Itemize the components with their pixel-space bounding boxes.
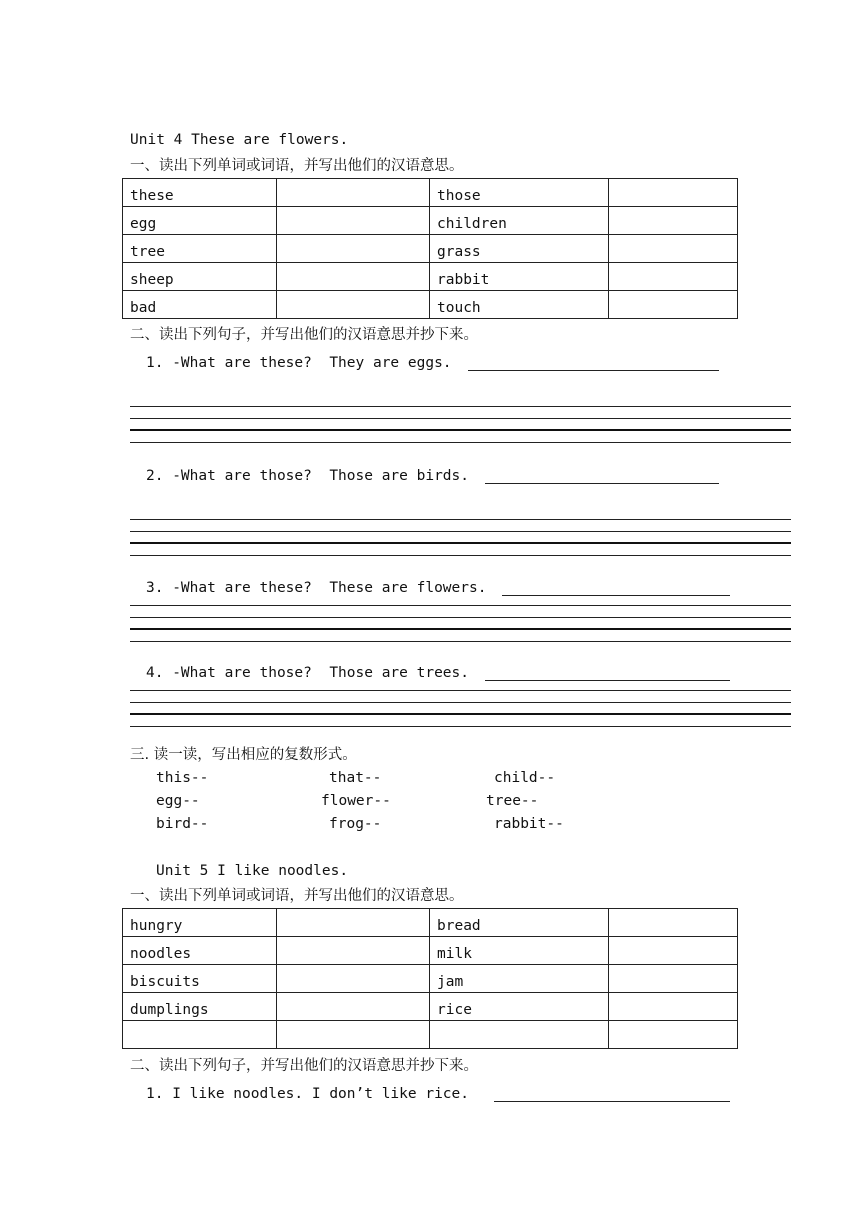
- translation-line[interactable]: [494, 1101, 730, 1102]
- answer-cell[interactable]: [277, 993, 430, 1021]
- unit5-section1-heading: 一、读出下列单词或词语，并写出他们的汉语意思。: [130, 888, 464, 904]
- vocab-word: dumplings: [123, 993, 277, 1021]
- writing-line[interactable]: [130, 617, 791, 618]
- table-row: [123, 291, 738, 319]
- writing-line[interactable]: [130, 605, 791, 606]
- translation-line[interactable]: [485, 483, 719, 484]
- unit5-section2-heading: 二、读出下列句子，并写出他们的汉语意思并抄下来。: [130, 1058, 478, 1074]
- answer-cell[interactable]: [277, 1021, 430, 1049]
- sentence-3: 3. -What are these? These are flowers.: [146, 580, 487, 596]
- vocab-word: milk: [430, 937, 609, 965]
- plural-item: that--: [329, 770, 382, 786]
- plural-item: this--: [156, 770, 209, 786]
- answer-cell[interactable]: [277, 263, 430, 291]
- writing-line[interactable]: [130, 519, 791, 520]
- vocab-word: grass: [430, 235, 609, 263]
- plural-item: flower--: [321, 793, 391, 809]
- vocab-word: bread: [430, 909, 609, 937]
- table-row: [123, 179, 738, 207]
- vocab-word: children: [430, 207, 609, 235]
- answer-cell[interactable]: [609, 909, 738, 937]
- plural-item: egg--: [156, 793, 200, 809]
- writing-line[interactable]: [130, 628, 791, 630]
- vocab-word: those: [430, 179, 609, 207]
- answer-cell[interactable]: [277, 291, 430, 319]
- vocab-word: these: [123, 179, 277, 207]
- table-row: [123, 965, 738, 993]
- table-row: [123, 909, 738, 937]
- vocab-word: rabbit: [430, 263, 609, 291]
- table-row: [123, 207, 738, 235]
- writing-line[interactable]: [130, 442, 791, 443]
- writing-line[interactable]: [130, 406, 791, 407]
- answer-cell[interactable]: [277, 909, 430, 937]
- sentence-2: 2. -What are those? Those are birds.: [146, 468, 470, 484]
- plural-item: bird--: [156, 816, 209, 832]
- writing-line[interactable]: [130, 713, 791, 715]
- table-row: [123, 1021, 738, 1049]
- unit5-title: Unit 5 I like noodles.: [156, 863, 349, 879]
- unit4-section2-heading: 二、读出下列句子，并写出他们的汉语意思并抄下来。: [130, 327, 478, 343]
- answer-cell[interactable]: [609, 207, 738, 235]
- writing-line[interactable]: [130, 641, 791, 642]
- answer-cell[interactable]: [609, 179, 738, 207]
- table-row: [123, 993, 738, 1021]
- sentence-1: 1. I like noodles. I don’t like rice.: [146, 1086, 470, 1102]
- sentence-1: 1. -What are these? They are eggs.: [146, 355, 452, 371]
- vocab-word: touch: [430, 291, 609, 319]
- answer-cell[interactable]: [609, 937, 738, 965]
- plural-item: child--: [494, 770, 556, 786]
- unit4-section3-heading: 三. 读一读，写出相应的复数形式。: [130, 747, 357, 763]
- answer-cell[interactable]: [277, 179, 430, 207]
- answer-cell[interactable]: [609, 263, 738, 291]
- unit4-section1-heading: 一、读出下列单词或词语，并写出他们的汉语意思。: [130, 158, 464, 174]
- unit5-vocab-table: [122, 908, 738, 1049]
- answer-cell[interactable]: [609, 993, 738, 1021]
- translation-line[interactable]: [485, 680, 730, 681]
- vocab-word: jam: [430, 965, 609, 993]
- vocab-word: rice: [430, 993, 609, 1021]
- writing-line[interactable]: [130, 531, 791, 532]
- unit4-title: Unit 4 These are flowers.: [130, 132, 349, 148]
- vocab-word: [123, 1021, 277, 1049]
- answer-cell[interactable]: [609, 965, 738, 993]
- vocab-word: tree: [123, 235, 277, 263]
- plural-item: tree--: [486, 793, 539, 809]
- unit4-vocab-table: [122, 178, 738, 319]
- writing-line[interactable]: [130, 702, 791, 703]
- vocab-word: noodles: [123, 937, 277, 965]
- answer-cell[interactable]: [609, 1021, 738, 1049]
- translation-line[interactable]: [468, 370, 719, 371]
- writing-line[interactable]: [130, 555, 791, 556]
- sentence-4: 4. -What are those? Those are trees.: [146, 665, 470, 681]
- vocab-word: egg: [123, 207, 277, 235]
- plural-item: rabbit--: [494, 816, 564, 832]
- writing-line[interactable]: [130, 726, 791, 727]
- writing-line[interactable]: [130, 418, 791, 419]
- plural-item: frog--: [329, 816, 382, 832]
- table-row: [123, 937, 738, 965]
- answer-cell[interactable]: [277, 207, 430, 235]
- table-row: [123, 235, 738, 263]
- answer-cell[interactable]: [277, 937, 430, 965]
- table-row: [123, 263, 738, 291]
- writing-line[interactable]: [130, 690, 791, 691]
- answer-cell[interactable]: [609, 291, 738, 319]
- answer-cell[interactable]: [609, 235, 738, 263]
- vocab-word: sheep: [123, 263, 277, 291]
- answer-cell[interactable]: [277, 965, 430, 993]
- answer-cell[interactable]: [277, 235, 430, 263]
- vocab-word: bad: [123, 291, 277, 319]
- translation-line[interactable]: [502, 595, 730, 596]
- vocab-word: biscuits: [123, 965, 277, 993]
- vocab-word: [430, 1021, 609, 1049]
- writing-line[interactable]: [130, 542, 791, 544]
- writing-line[interactable]: [130, 429, 791, 431]
- vocab-word: hungry: [123, 909, 277, 937]
